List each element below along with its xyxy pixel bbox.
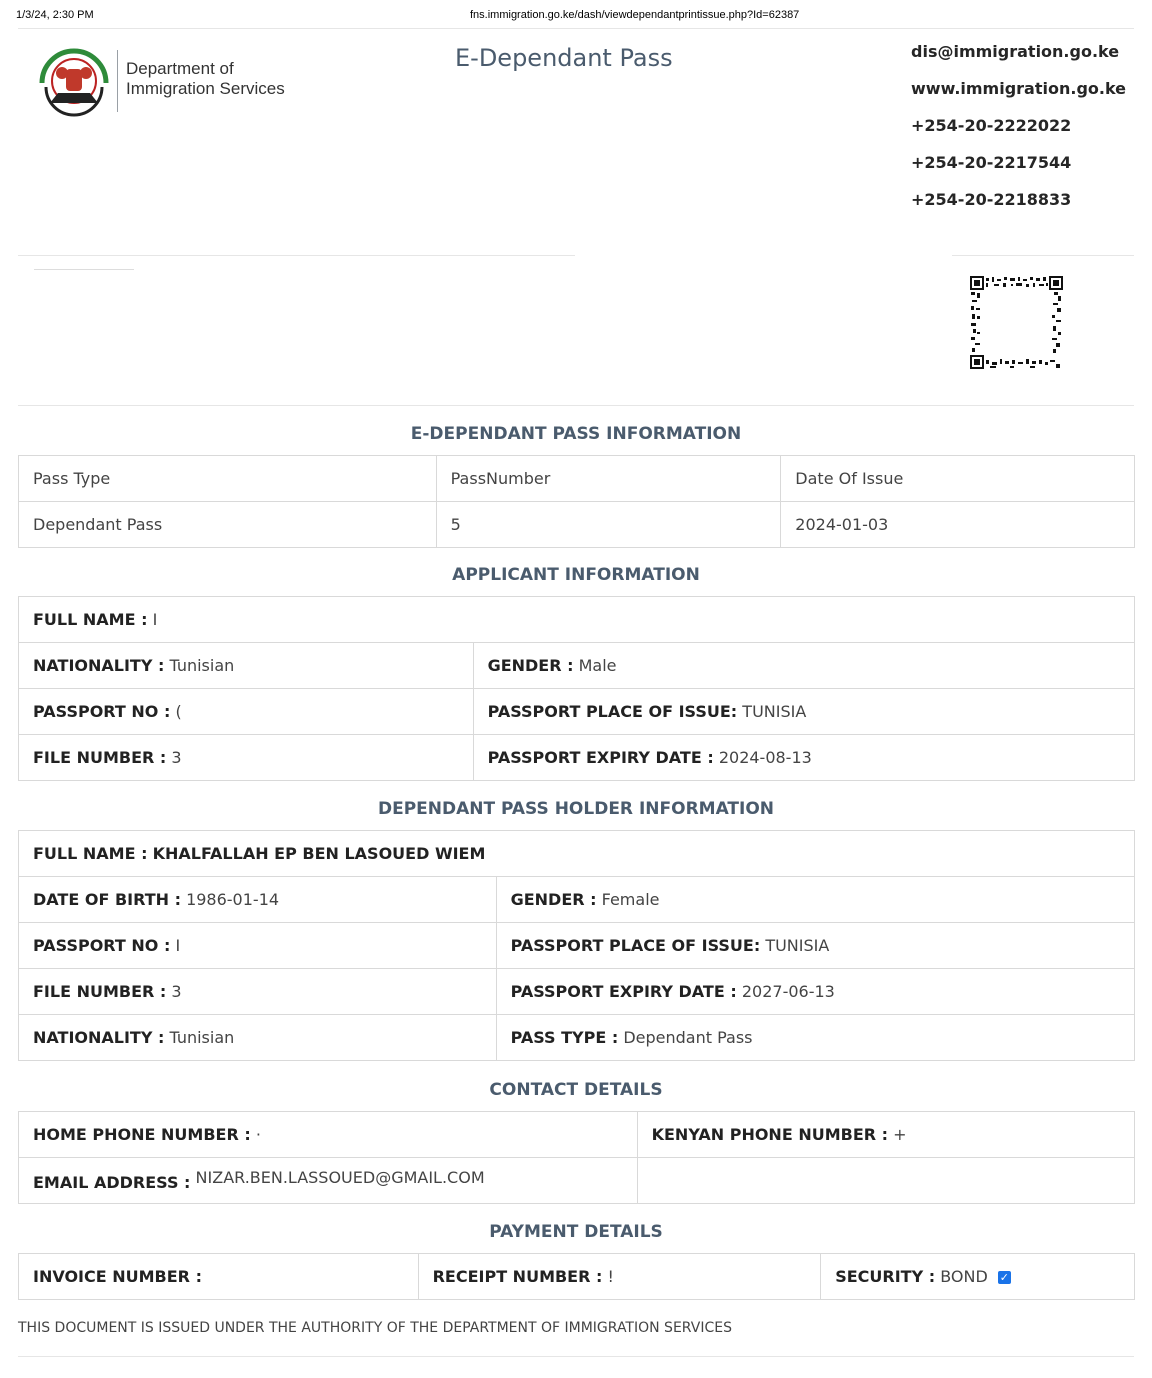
applicant-passport-place: TUNISIA — [742, 702, 807, 721]
dependant-table — [18, 830, 1135, 1061]
kenyan-phone: + — [893, 1125, 907, 1144]
field-label: RECEIPT NUMBER : — [432, 1267, 603, 1286]
pass-type-value: Dependant Pass — [19, 502, 437, 548]
receipt-cell — [418, 1254, 821, 1300]
table-row — [19, 1015, 1135, 1061]
table-row — [19, 1158, 1135, 1204]
receipt-number: ! — [607, 1267, 614, 1286]
contact-table — [18, 1111, 1135, 1204]
dependant-file-number-cell — [19, 969, 497, 1015]
table-row — [19, 923, 1135, 969]
applicant-nationality: Tunisian — [169, 656, 235, 675]
table-row — [19, 689, 1135, 735]
applicant-gender: Male — [578, 656, 617, 675]
home-phone-cell — [19, 1112, 638, 1158]
home-phone: · — [255, 1125, 261, 1144]
kenyan-phone-cell — [637, 1112, 1134, 1158]
field-label: PASSPORT PLACE OF ISSUE: — [487, 702, 738, 721]
applicant-passport-no: ( — [175, 702, 182, 721]
email-cell — [19, 1158, 638, 1204]
applicant-passport-place-cell — [473, 689, 1134, 735]
department-name — [126, 59, 285, 99]
divider — [18, 1356, 1134, 1357]
field-label: PASSPORT EXPIRY DATE : — [510, 982, 737, 1001]
field-label: GENDER : — [487, 656, 574, 675]
contact-phone-3: +254-20-2218833 — [911, 190, 1072, 209]
field-label: INVOICE NUMBER : — [33, 1267, 202, 1286]
table-row — [19, 1112, 1135, 1158]
print-header — [16, 9, 1136, 23]
pass-type-header: Pass Type — [19, 456, 437, 502]
table-row — [19, 502, 1135, 548]
contact-email: dis@immigration.go.ke — [911, 42, 1120, 61]
qr-code — [970, 276, 1063, 369]
dependant-passport-place-cell — [496, 923, 1134, 969]
field-label: KENYAN PHONE NUMBER : — [651, 1125, 889, 1144]
applicant-passport-expiry-cell — [473, 735, 1134, 781]
payment-table — [18, 1253, 1135, 1300]
applicant-passport-expiry: 2024-08-13 — [718, 748, 812, 767]
field-label: NATIONALITY : — [33, 656, 165, 675]
security-type: BOND — [940, 1267, 988, 1286]
logo-divider — [117, 50, 118, 112]
pass-info-section-title: E-DEPENDANT PASS INFORMATION — [410, 424, 742, 444]
security-checkbox[interactable]: ✓ — [999, 1271, 1009, 1284]
applicant-full-name-cell — [19, 597, 1135, 643]
table-row — [19, 735, 1135, 781]
dependant-gender: Female — [601, 890, 660, 909]
immigration-logo — [36, 43, 112, 113]
contact-phone-1: +254-20-2222022 — [911, 116, 1072, 135]
email-address: NIZAR.BEN.LASSOUED@GMAIL.COM — [195, 1168, 485, 1187]
dependant-passport-place: TUNISIA — [765, 936, 830, 955]
dependant-dob-cell — [19, 877, 497, 923]
dependant-nationality: Tunisian — [169, 1028, 235, 1047]
dependant-full-name-cell — [19, 831, 1135, 877]
dependant-pass-type-cell — [496, 1015, 1134, 1061]
dependant-nationality-cell — [19, 1015, 497, 1061]
applicant-file-number: 3 — [171, 748, 182, 767]
dependant-full-name: KHALFALLAH EP BEN LASOUED WIEM — [152, 844, 486, 863]
dependant-passport-no: I — [175, 936, 181, 955]
contact-list — [911, 41, 1126, 226]
payment-section-title: PAYMENT DETAILS — [489, 1222, 663, 1242]
field-label: PASS TYPE : — [510, 1028, 619, 1047]
applicant-full-name: I — [152, 610, 158, 629]
field-label: NATIONALITY : — [33, 1028, 165, 1047]
field-label: DATE OF BIRTH : — [33, 890, 181, 909]
department-line-1: Department of — [126, 59, 234, 78]
footer-note: THIS DOCUMENT IS ISSUED UNDER THE AUTHORITY OF THE DEPARTMENT OF IMMIGRATION SERVICES — [18, 1320, 732, 1336]
dependant-passport-no-cell — [19, 923, 497, 969]
dependant-gender-cell — [496, 877, 1134, 923]
print-datetime: 1/3/24, 2:30 PM — [16, 9, 94, 21]
field-label: EMAIL ADDRESS : — [33, 1173, 191, 1192]
field-label: FULL NAME : — [33, 610, 148, 629]
field-label: SECURITY : — [835, 1267, 936, 1286]
divider — [18, 255, 575, 256]
divider — [18, 405, 1134, 406]
date-of-issue-value: 2024-01-03 — [781, 502, 1135, 548]
pass-info-table — [18, 455, 1135, 548]
field-label: PASSPORT EXPIRY DATE : — [487, 748, 714, 767]
field-label: FILE NUMBER : — [33, 982, 167, 1001]
page-title: E-Dependant Pass — [455, 44, 673, 72]
applicant-file-number-cell — [19, 735, 474, 781]
contact-phone-2: +254-20-2217544 — [911, 153, 1072, 172]
dependant-dob: 1986-01-14 — [186, 890, 280, 909]
table-row — [19, 597, 1135, 643]
dependant-pass-type: Dependant Pass — [623, 1028, 753, 1047]
print-url: fns.immigration.go.ke/dash/viewdependantprintissue.php?Id=62387 — [470, 9, 800, 21]
field-label: HOME PHONE NUMBER : — [33, 1125, 251, 1144]
table-row — [19, 456, 1135, 502]
field-label: PASSPORT NO : — [33, 936, 171, 955]
department-line-2: Immigration Services — [126, 79, 285, 98]
security-cell — [821, 1254, 1135, 1300]
dependant-file-number: 3 — [171, 982, 182, 1001]
field-label: GENDER : — [510, 890, 597, 909]
pass-number-header: PassNumber — [436, 456, 781, 502]
dependant-passport-expiry-cell — [496, 969, 1134, 1015]
applicant-table — [18, 596, 1135, 781]
divider — [952, 255, 1134, 256]
applicant-section-title: APPLICANT INFORMATION — [452, 565, 700, 585]
applicant-passport-no-cell — [19, 689, 474, 735]
invoice-cell — [19, 1254, 419, 1300]
table-row — [19, 877, 1135, 923]
table-row — [19, 1254, 1135, 1300]
field-label: FILE NUMBER : — [33, 748, 167, 767]
applicant-nationality-cell — [19, 643, 474, 689]
empty-cell — [637, 1158, 1134, 1204]
field-label: FULL NAME : — [33, 844, 148, 863]
applicant-gender-cell — [473, 643, 1134, 689]
field-label: PASSPORT NO : — [33, 702, 171, 721]
contact-section-title: CONTACT DETAILS — [489, 1080, 663, 1100]
table-row — [19, 643, 1135, 689]
divider — [18, 28, 1134, 29]
table-row — [19, 831, 1135, 877]
dependant-passport-expiry: 2027-06-13 — [741, 982, 835, 1001]
contact-website: www.immigration.go.ke — [911, 79, 1127, 98]
field-label: PASSPORT PLACE OF ISSUE: — [510, 936, 761, 955]
divider — [34, 269, 134, 270]
dependant-section-title: DEPENDANT PASS HOLDER INFORMATION — [377, 799, 775, 819]
table-row — [19, 969, 1135, 1015]
date-of-issue-header: Date Of Issue — [781, 456, 1135, 502]
pass-number-value: 5 — [436, 502, 781, 548]
